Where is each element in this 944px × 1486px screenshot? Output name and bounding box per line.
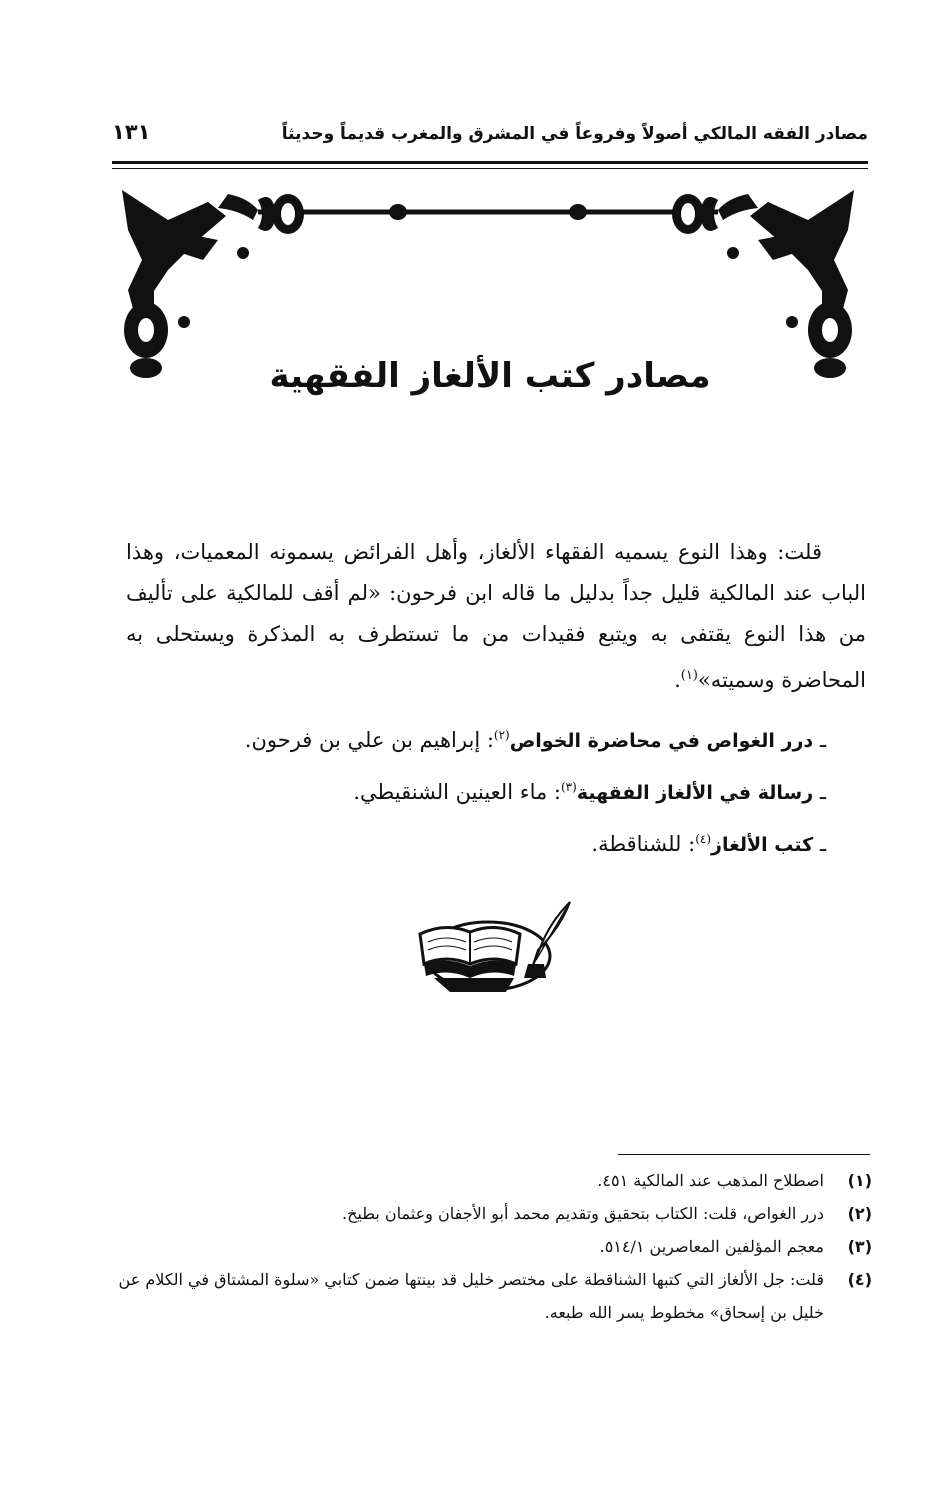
item-author: : للشناقطة. <box>591 832 696 856</box>
item-author: : إبراهيم بن علي بن فرحون. <box>244 728 494 752</box>
list-item <box>126 712 826 764</box>
footnote <box>112 1164 872 1197</box>
page-number: ١٣١ <box>112 120 151 144</box>
item-dash: ـ <box>819 728 826 752</box>
footnote <box>112 1230 872 1263</box>
footnote-number: (٢) <box>847 1204 872 1223</box>
intro-paragraph <box>126 532 866 701</box>
running-title: مصادر الفقه المالكي أصولاً وفروعاً في المشرق والمغرب قديماً وحديثاً <box>281 124 868 144</box>
footnote-ref: (٣) <box>560 780 577 794</box>
footnote-text: درر الغواص، قلت: الكتاب بتحقيق وتقديم محمد أبو الأجفان وعثمان بطيخ. <box>342 1204 824 1223</box>
floral-corner-ornament-icon <box>108 180 868 380</box>
paragraph-end: . <box>674 668 681 692</box>
footnote-number: (٣) <box>847 1237 872 1256</box>
header-rule-thick <box>112 161 868 164</box>
footnote-ref-1: (١) <box>680 668 698 683</box>
footnote-text: اصطلاح المذهب عند المالكية ٤٥١. <box>597 1171 824 1190</box>
footnote-ref: (٤) <box>695 832 712 846</box>
footnote-separator <box>618 1154 870 1155</box>
chapter-title: مصادر كتب الألغاز الفقهية <box>269 356 711 396</box>
footnote-text: معجم المؤلفين المعاصرين ٥١٤/١. <box>599 1237 824 1256</box>
source-list <box>126 712 826 868</box>
list-item <box>126 816 826 868</box>
item-author: : ماء العينين الشنقيطي. <box>353 780 561 804</box>
footnotes <box>112 1164 872 1329</box>
footnote-number: (١) <box>847 1171 872 1190</box>
item-title: رسالة في الألغاز الفقهية <box>576 782 814 804</box>
item-dash: ـ <box>819 832 826 856</box>
book-and-quill-icon <box>410 898 580 998</box>
paragraph-text: قلت: وهذا النوع يسميه الفقهاء الألغاز، وأهل الفرائض يسمونه المعميات، وهذا الباب عند المالكية قليل جداً بدليل ما قاله ابن فرحون: «لم أقف للمالكية على تأليف من هذا النوع يقتفى به ويتبع فقيدات من ما تستطرف به المذكرة ويستحلى به المحاضرة وسميته» <box>126 540 866 692</box>
item-title: كتب الألغاز <box>711 834 814 856</box>
footnote-text: قلت: جل الألغاز التي كتبها الشناقطة على مختصر خليل قد بينتها ضمن كتابي «سلوة المشتاق في الكلام عن خليل بن إسحاق» مخطوط يسر الله طبعه. <box>118 1270 824 1322</box>
item-dash: ـ <box>819 780 826 804</box>
footnote <box>112 1263 872 1329</box>
footnote <box>112 1197 872 1230</box>
footnote-number: (٤) <box>847 1270 872 1289</box>
item-title: درر الغواص في محاضرة الخواص <box>509 730 814 752</box>
list-item <box>126 764 826 816</box>
header-rule-thin <box>112 168 868 169</box>
footnote-ref: (٢) <box>493 728 510 742</box>
running-header <box>112 118 868 158</box>
